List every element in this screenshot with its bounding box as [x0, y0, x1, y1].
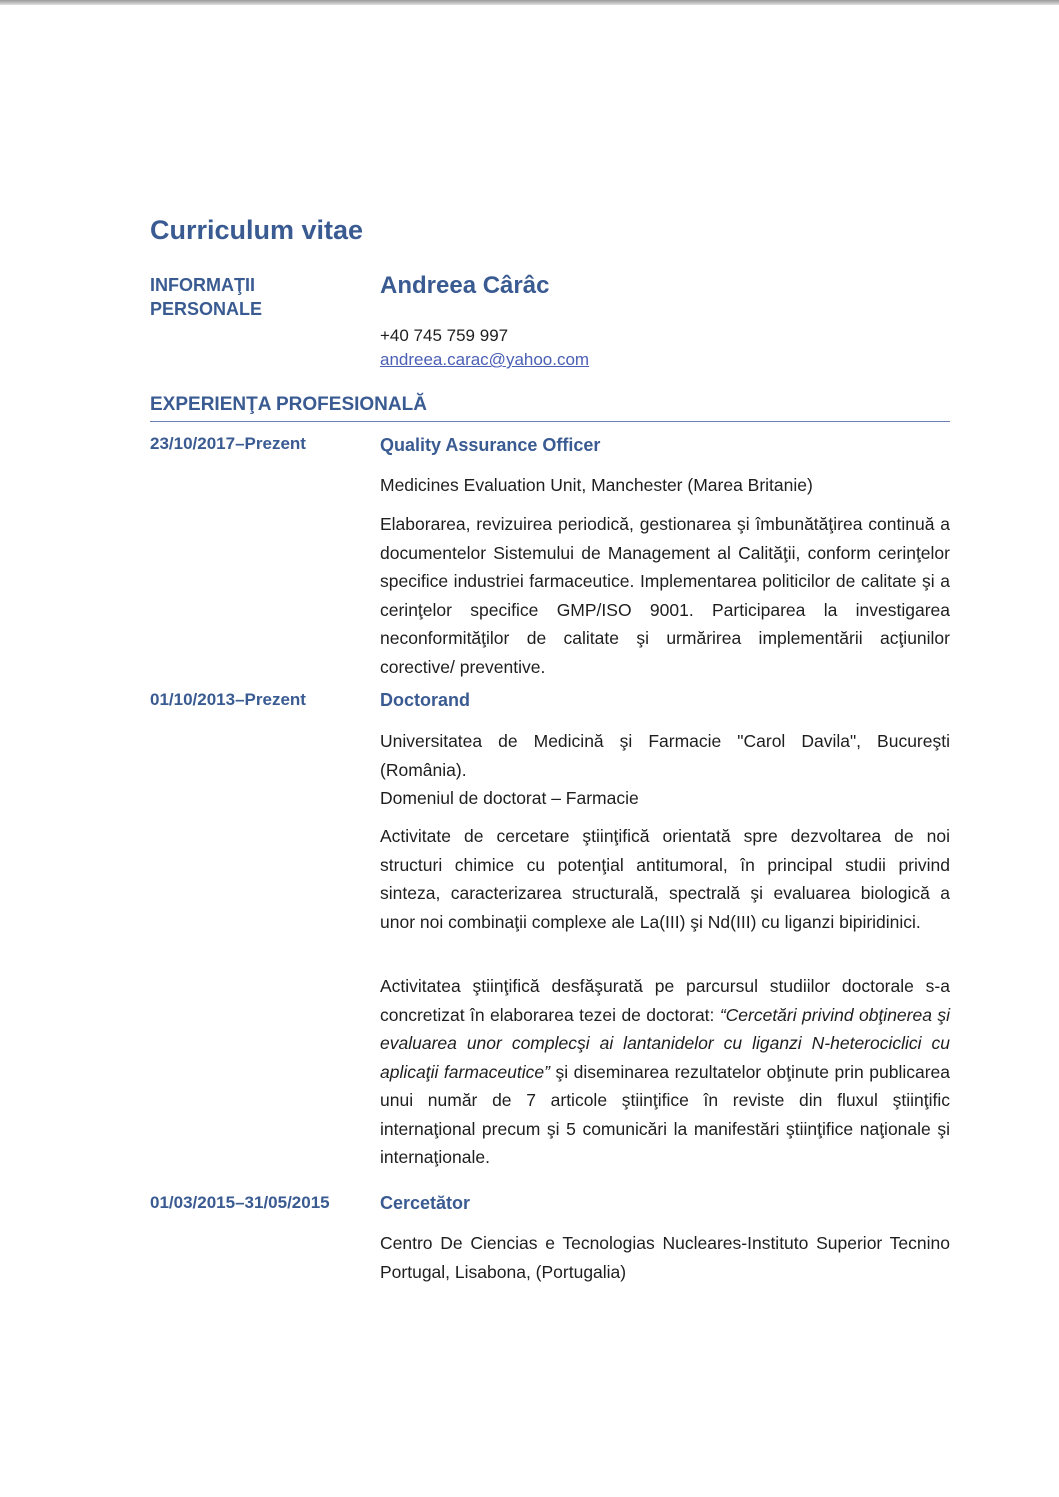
- entry-2-description: Activitate de cercetare ştiinţifică orientată spre dezvoltarea de noi structuri chimice cu potenţial antitumoral, în principal studii privind sinteza, caracterizarea structurală, spectrală şi evaluarea biologică a unor noi combinaţii complexe ale La(III) şi Nd(III) cu liganzi bipiridinici.: [380, 826, 950, 932]
- entry-2-date: 01/10/2013–Prezent: [150, 690, 306, 709]
- entry-1-date: 23/10/2017–Prezent: [150, 434, 306, 453]
- email-link[interactable]: andreea.carac@yahoo.com: [380, 350, 590, 369]
- entry-1-employer: Medicines Evaluation Unit, Manchester (Marea Britanie): [380, 475, 813, 495]
- person-name: Andreea Cârâc: [380, 272, 550, 299]
- entry-2-role: Doctorand: [380, 690, 470, 710]
- entry-3-role: Cercetător: [380, 1193, 471, 1213]
- personal-info-label-line1: INFORMAŢII: [150, 275, 255, 295]
- entry-3-date: 01/03/2015–31/05/2015: [150, 1193, 330, 1212]
- entry-2-employer: [380, 727, 950, 813]
- personal-info-label: [150, 273, 350, 321]
- personal-info-label-line2: PERSONALE: [150, 299, 263, 319]
- entry-3-employer: Centro De Ciencias e Tecnologias Nucleares-Instituto Superior Tecnino Portugal, Lisabona, (Portugalia): [380, 1233, 950, 1282]
- phone-number: +40 745 759 997: [380, 326, 509, 345]
- entry-1-description: Elaborarea, revizuirea periodică, gestionarea şi îmbunătăţirea continuă a documentelor Sistemului de Management al Calităţii, conform cerinţelor specifice industriei farmaceutice. Implementarea politicilor de calitate şi a cerinţelor specifice GMP/ISO 9001. Participarea la investigarea neconformităţilor de calitate şi urmărirea implementării acţiunilor corective/ preventive.: [380, 514, 950, 677]
- entry-2-employer-line2: Domeniul de doctorat – Farmacie: [380, 788, 639, 808]
- document-title: Curriculum vitae: [150, 215, 364, 245]
- experience-heading: EXPERIENŢA PROFESIONALĂ: [150, 394, 427, 415]
- entry-1-role: Quality Assurance Officer: [380, 435, 601, 455]
- thesis-outro: şi diseminarea rezultatelor obţinute prin publicarea unui număr de 7 articole ştiinţifice în reviste din fluxul ştiinţific internaţional precum şi 5 comunicări la manifestări ştiinţifice naţionale şi internaţionale.: [380, 1061, 951, 1167]
- entry-2-thesis-paragraph: [380, 972, 950, 1172]
- thesis-intro: Activitatea ştiinţifică desfăşurată pe parcursul studiilor doctorale s-a concretizat în elaborarea tezei de doctorat:: [380, 976, 950, 1025]
- thesis-title: “Cercetări privind obţinerea şi evaluarea unor complecşi ai lantanidelor cu liganzi N-heterociclici cu aplicaţii farmaceutice”: [380, 1004, 950, 1082]
- section-divider: [150, 421, 950, 422]
- entry-2-employer-line1: Universitatea de Medicină şi Farmacie "Carol Davila", Bucureşti (România).: [380, 731, 950, 780]
